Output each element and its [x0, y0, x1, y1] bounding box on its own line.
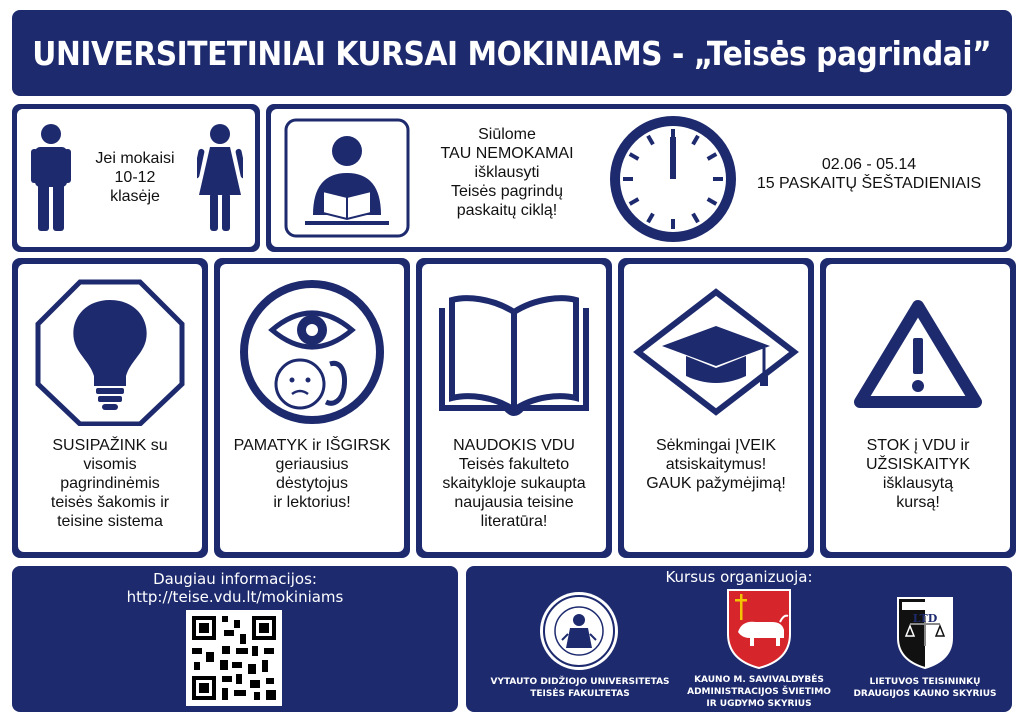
step-panel: [820, 258, 1016, 558]
step-line: literatūra!: [480, 513, 548, 530]
organizers-panel: [466, 566, 1012, 712]
reader-icon: [283, 117, 411, 239]
kaunas-coat-of-arms-icon: [724, 588, 794, 670]
info-panel: [12, 566, 458, 712]
step-line: visomis: [83, 456, 137, 473]
step-line: PAMATYK ir IŠGIRSK: [233, 437, 391, 454]
offer-line: Siūlome: [478, 126, 536, 143]
eye-ear-icon: [220, 278, 404, 426]
header-banner: [12, 10, 1012, 96]
female-figure-icon: [197, 123, 243, 233]
step-text: [24, 436, 196, 531]
step-line: išklausytą: [882, 475, 954, 492]
male-figure-icon: [31, 123, 71, 233]
organizer-caption: [676, 674, 842, 710]
step-line: naujausia teisine: [454, 494, 574, 511]
step-line: STOK į VDU ir: [866, 437, 970, 454]
audience-line: klasėje: [110, 188, 160, 205]
graduation-cap-icon: [624, 278, 808, 426]
university-seal-icon: [538, 590, 620, 672]
step-line: ir lektorius!: [273, 494, 351, 511]
lecture-count: 15 PASKAITŲ ŠEŠTADIENIAIS: [756, 175, 982, 192]
qr-code-icon[interactable]: [186, 610, 282, 706]
audience-line: Jei mokaisi: [95, 150, 175, 167]
step-card: [624, 264, 808, 552]
course-dates: 02.06 - 05.14: [821, 156, 917, 173]
step-line: geriausius: [275, 456, 349, 473]
offer-line: paskaitų ciklą!: [456, 202, 558, 219]
caption-line: TEISĖS FAKULTETAS: [530, 689, 630, 699]
offer-panel: [266, 104, 1012, 252]
offer-line: Teisės pagrindų: [450, 183, 564, 200]
step-line: skaitykloje sukaupta: [442, 475, 586, 492]
organizer-caption: [842, 676, 1008, 700]
step-line: pagrindinėmis: [60, 475, 160, 492]
step-panel: [12, 258, 208, 558]
caption-line: KAUNO M. SAVIVALDYBĖS: [694, 675, 824, 685]
audience-card: [17, 109, 255, 247]
step-line: kursą!: [896, 494, 940, 511]
step-card: [422, 264, 606, 552]
step-line: teisine sistema: [57, 513, 163, 530]
step-line: Sėkmingai ĮVEIK: [655, 437, 777, 454]
light-bulb-icon: [18, 278, 202, 426]
caption-line: LIETUVOS TEISININKŲ: [869, 677, 981, 687]
step-text: [630, 436, 802, 493]
step-panel: [618, 258, 814, 558]
step-line: teisės šakomis ir: [50, 494, 170, 511]
info-link[interactable]: http://teise.vdu.lt/mokiniams: [126, 588, 344, 606]
audience-line: 10-12: [114, 169, 156, 186]
step-card: [18, 264, 202, 552]
step-line: GAUK pažymėjimą!: [646, 475, 786, 492]
ltd-logo-icon: [892, 594, 958, 670]
step-text: [428, 436, 600, 531]
info-label: Daugiau informacijos:: [153, 570, 317, 588]
audience-panel: [12, 104, 260, 252]
caption-line: VYTAUTO DIDŽIOJO UNIVERSITETAS: [490, 677, 670, 687]
step-line: atsiskaitymus!: [665, 456, 767, 473]
organizer-caption: [478, 676, 682, 700]
caption-line: IR UGDYMO SKYRIUS: [706, 699, 812, 709]
step-line: dėstytojus: [275, 475, 349, 492]
offer-line: TAU NEMOKAMAI: [440, 145, 574, 162]
step-line: Teisės fakulteto: [458, 456, 570, 473]
step-panel: [416, 258, 612, 558]
offer-card: [271, 109, 1007, 247]
step-panel: [214, 258, 410, 558]
warning-icon: [826, 278, 1010, 426]
clock-icon: [607, 113, 739, 245]
step-card: [220, 264, 404, 552]
step-text: [226, 436, 398, 512]
step-text: [832, 436, 1004, 512]
offer-line: išklausyti: [474, 164, 540, 181]
ltd-logo-text: LTD: [912, 612, 938, 625]
open-book-icon: [422, 278, 606, 426]
step-card: [826, 264, 1010, 552]
step-line: UŽSISKAITYK: [865, 456, 971, 473]
caption-line: DRAUGIJOS KAUNO SKYRIUS: [853, 689, 997, 699]
caption-line: ADMINISTRACIJOS ŠVIETIMO: [687, 687, 831, 697]
organizers-label: Kursus organizuoja:: [665, 568, 813, 586]
step-line: NAUDOKIS VDU: [453, 437, 575, 454]
page-title: UNIVERSITETINIAI KURSAI MOKINIAMS - „Teisės pagrindai”: [32, 33, 992, 73]
step-line: SUSIPAŽINK su: [52, 437, 168, 454]
